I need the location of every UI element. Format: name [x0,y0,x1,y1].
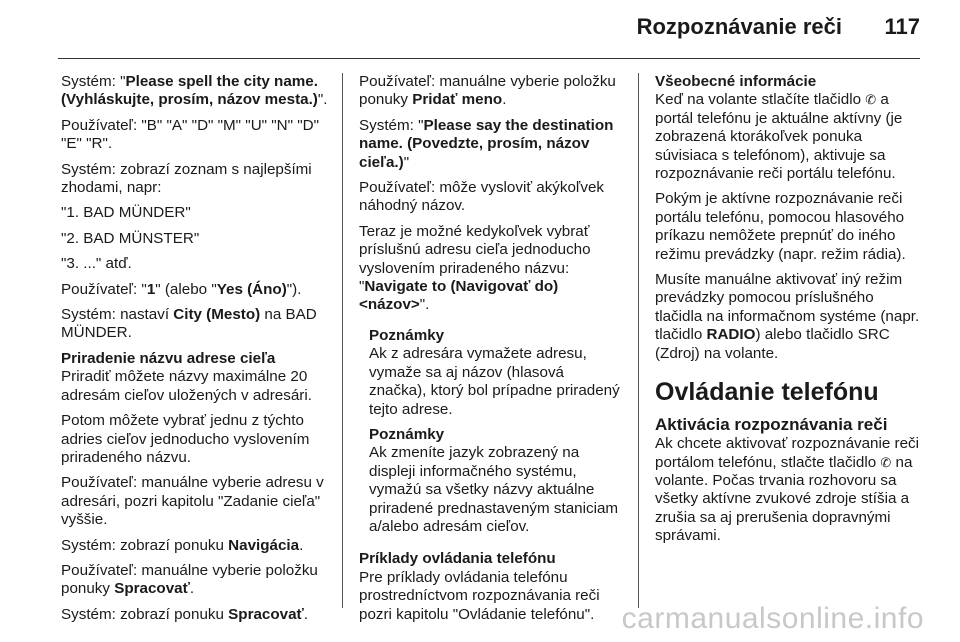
list-item: "3. ..." atď. [61,255,132,273]
section-heading: Príklady ovládania telefónu [359,550,556,568]
paragraph: Používateľ: môže vysloviť akýkoľvek náhodný názov. [359,179,604,215]
header-divider [58,58,920,59]
paragraph: Používateľ: "B" "A" "D" "M" "U" "N" "D" "E" "R". [61,116,319,153]
paragraph: Systém: "Please say the destination name. (Povedzte, prosím, názov cieľa.)" [359,116,614,171]
paragraph: Používateľ: manuálne vyberie položku ponuky Pridať meno. [359,73,616,109]
paragraph: Systém: zobrazí zoznam s najlepšími zhodami, napr: [61,160,312,197]
section-heading: Priradenie názvu adrese cieľa [61,349,276,367]
column-divider-2 [638,73,639,608]
column-2 [359,73,621,631]
page-number: 117 [884,14,920,39]
phone-icon: ✆ [880,454,892,470]
paragraph: Používateľ: manuálne vyberie položku ponuky Spracovať. [61,561,318,598]
paragraph: Pre príklady ovládania telefónu prostredníctvom rozpoznávania reči pozri kapitolu "Ovládanie telefónu". [359,568,600,623]
paragraph: Priradiť môžete názvy maximálne 20 adresám cieľov uložených v adresári. [61,368,312,404]
paragraph: Systém: nastaví City (Mesto) na BAD MÜNDER. [61,306,317,342]
list-item: "2. BAD MÜNSTER" [61,229,200,247]
section-heading: Všeobecné informácie [655,73,817,90]
paragraph: Potom môžete vybrať jednu z týchto adries cieľov jednoducho vyslovením priradeného názvu. [61,412,310,466]
paragraph: Ak chcete aktivovať rozpoznávanie reči portálom telefónu, stlačte tlačidlo ✆ na volante. Počas trvania rozhovoru sa všetky aktívne zvukové zdroje stíšia a zrušia sa aj prerušenia dopravnými správami. [655,435,920,545]
note-box [369,426,621,536]
watermark: carmanualsonline.info [621,602,924,635]
paragraph: Systém: zobrazí ponuku Navigácia. [61,536,304,554]
paragraph: Používateľ: "1" (alebo "Yes (Áno)"). [61,280,302,298]
paragraph: Keď na volante stlačíte tlačidlo ✆ a portál telefónu je aktuálne aktívny (je zobrazená ktorákoľvek ponuka súvisiaca s telefónom), aktivuje sa rozpoznávanie reči portálu telefónu. [655,91,903,183]
subsection-heading: Aktivácia rozpoznávania reči [655,415,888,435]
column-1 [61,73,329,631]
list-item: "1. BAD MÜNDER" [61,204,191,222]
paragraph: Pokým je aktívne rozpoznávanie reči portálu telefónu, pomocou hlasového príkazu nemôžete prepnúť do iného režimu prevádzky (napr. režim rádia). [655,190,906,263]
chapter-heading: Ovládanie telefónu [655,378,879,407]
paragraph: Musíte manuálne aktivovať iný režim prevádzky pomocou príslušného tlačidla na informačnom systéme (napr. tlačidlo RADIO) alebo tlačidlo SRC (Zdroj) na volante. [655,271,920,362]
paragraph: Systém: "Please spell the city name. (Vyhláskujte, prosím, názov mesta.)". [61,73,328,109]
column-3 [655,73,923,553]
column-divider-1 [342,73,343,608]
note-box [369,327,621,419]
page-title: Rozpoznávanie reči [636,14,842,39]
note-text: Ak zmeníte jazyk zobrazený na displeji informačného systému, vymažú sa všetky názvy aktuálne priradené prednastaveným staniciam a/alebo adresám cieľov. [369,444,619,535]
paragraph: Systém: zobrazí ponuku Spracovať. [61,605,309,623]
phone-icon: ✆ [865,92,877,108]
note-title: Poznámky [369,326,445,344]
note-text: Ak z adresára vymažete adresu, vymaže sa aj názov (hlasová značka), ktorý bol prípadne priradený tejto adrese. [369,345,620,418]
note-title: Poznámky [369,425,445,443]
paragraph: Teraz je možné kedykoľvek vybrať príslušnú adresu cieľa jednoducho vyslovením priradeného názvu: "Navigate to (Navigovať do) <názov>". [359,222,591,314]
paragraph: Používateľ: manuálne vyberie adresu v adresári, pozri kapitolu "Zadanie cieľa" vyššie. [61,474,324,529]
page-header [0,0,960,60]
